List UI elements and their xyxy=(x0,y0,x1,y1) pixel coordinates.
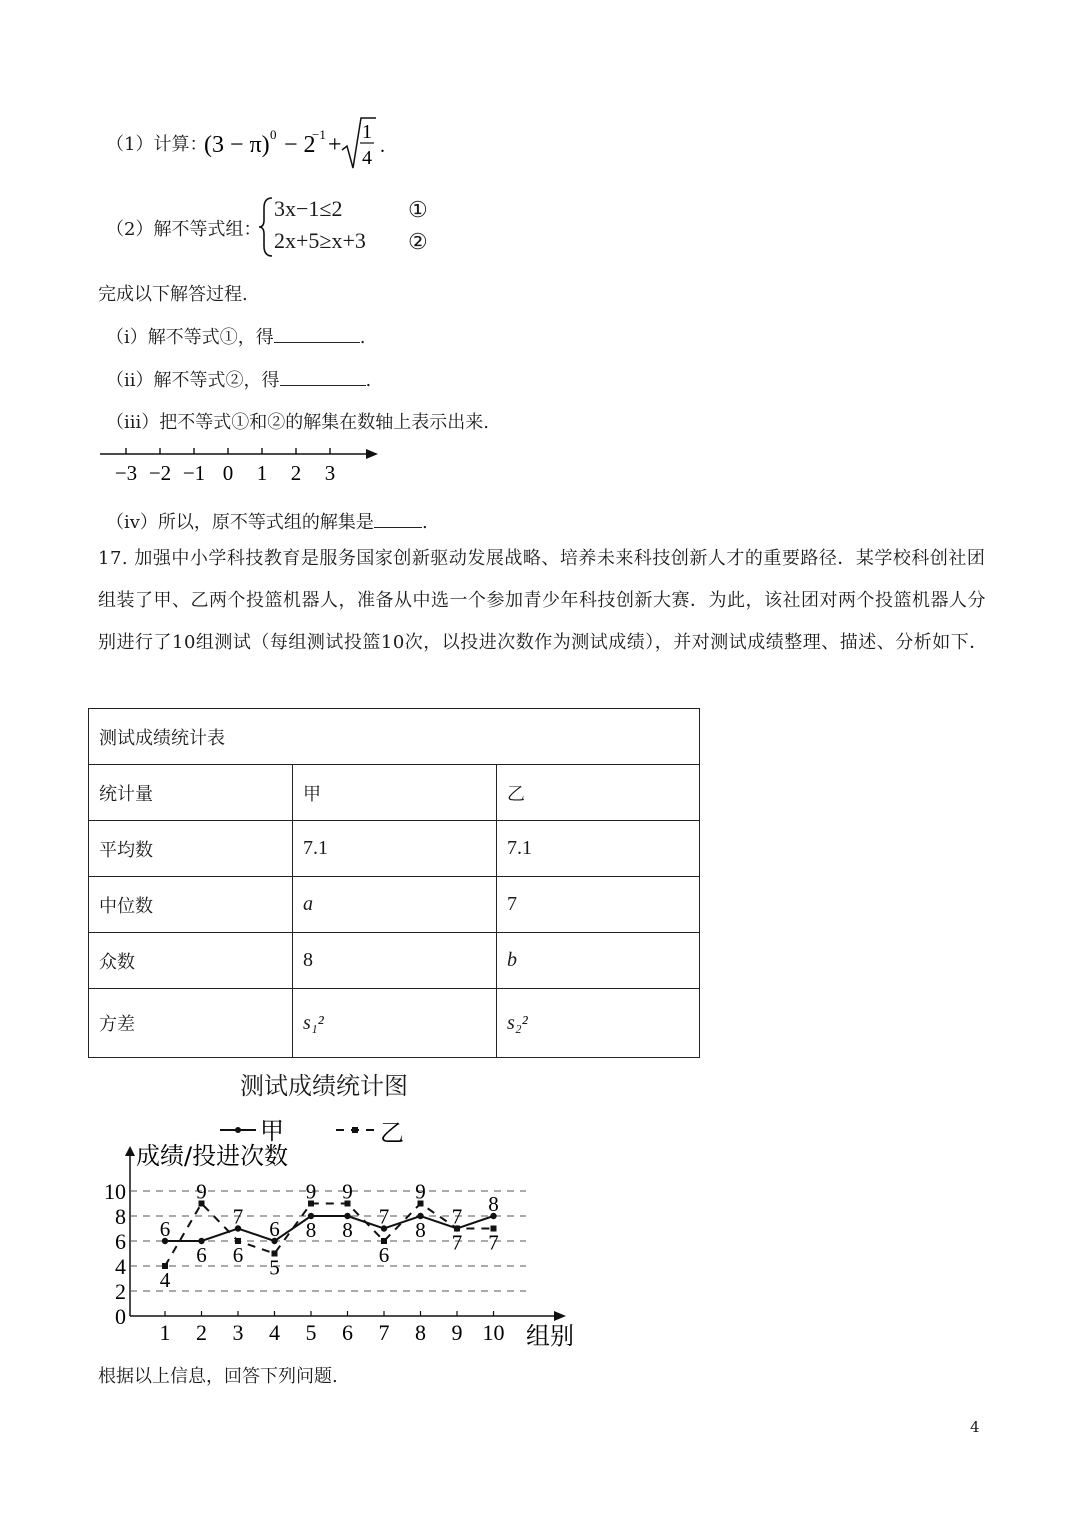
legend-marker-yi xyxy=(352,1127,358,1133)
data-label-yi: 9 xyxy=(196,1179,207,1204)
chart-title: 测试成绩统计图 xyxy=(240,1072,408,1100)
y-tick-label: 4 xyxy=(115,1254,126,1279)
table-cell: b xyxy=(497,933,700,989)
x-axis-arrow xyxy=(554,1311,566,1321)
table-cell: 方差 xyxy=(89,989,293,1058)
y-axis-label: 成绩/投进次数 xyxy=(136,1142,289,1170)
q17-after-text: 根据以上信息，回答下列问题. xyxy=(98,1366,338,1387)
table-cell: a xyxy=(293,877,497,933)
q17-text: 17. 加强中小学科技教育是服务国家创新驱动发展战略、培养未来科技创新人才的重要路径．某学校科创社团组装了甲、乙两个投篮机器人，准备从中选一个参加青少年科技创新大赛．为此，该社团对两个投篮机器人分别进行了10组测试（每组测试投篮10次，以投进次数作为测试成绩），并对测试成绩整理、描述、分析如下． xyxy=(98,548,988,653)
number-line xyxy=(96,440,396,488)
number-line-label: −1 xyxy=(182,461,206,485)
table-cell: 7.1 xyxy=(497,821,700,877)
data-label-jia: 7 xyxy=(378,1204,390,1229)
data-label-jia: 6 xyxy=(269,1217,280,1241)
table-row xyxy=(89,933,700,989)
table-row xyxy=(89,877,700,933)
number-line-label: 2 xyxy=(290,461,302,485)
table-row xyxy=(89,821,700,877)
y-tick-label: 6 xyxy=(115,1229,126,1254)
answer-blank-iv[interactable] xyxy=(374,509,422,528)
step-iv-text: （iv）所以，原不等式组的解集是 xyxy=(106,512,374,533)
data-label-jia: 8 xyxy=(488,1192,499,1216)
data-label-yi: 9 xyxy=(305,1179,317,1204)
table-cell: 中位数 xyxy=(89,877,293,933)
answer-blank-ii[interactable] xyxy=(280,367,366,386)
data-label-yi: 9 xyxy=(415,1179,426,1204)
step-i-text: （i）解不等式①，得 xyxy=(106,327,274,348)
data-label-jia: 8 xyxy=(342,1218,353,1242)
table-title-row xyxy=(89,709,700,765)
complete-instruction: 完成以下解答过程. xyxy=(98,284,248,305)
x-tick-label: 10 xyxy=(482,1320,505,1345)
data-label-yi: 4 xyxy=(159,1268,171,1292)
data-label-jia: 7 xyxy=(232,1204,244,1229)
x-tick-label: 8 xyxy=(415,1320,426,1345)
table-cell: 8 xyxy=(293,933,497,989)
table-cell: 7.1 xyxy=(293,821,497,877)
y-tick-label: 10 xyxy=(104,1179,126,1204)
inequality-2: 2x+5≥x+3 xyxy=(274,228,366,253)
y-tick-label: 2 xyxy=(115,1279,126,1304)
stats-table xyxy=(88,708,700,1058)
number-line-label: −2 xyxy=(148,461,172,485)
data-label-jia: 6 xyxy=(196,1243,207,1267)
circle-1-mark: ① xyxy=(408,198,428,223)
svg-text:.: . xyxy=(380,135,385,157)
svg-text:(3 − π): (3 − π) xyxy=(204,132,270,158)
q16-part2 xyxy=(106,215,261,241)
data-label-yi: 7 xyxy=(451,1230,463,1255)
svg-text:4: 4 xyxy=(362,147,372,169)
data-label-yi: 6 xyxy=(232,1243,244,1267)
series-line-yi xyxy=(165,1204,494,1267)
y-tick-label: 8 xyxy=(115,1204,126,1229)
x-tick-label: 5 xyxy=(305,1320,317,1345)
part1-label: （1）计算： xyxy=(106,134,208,155)
table-header-row xyxy=(89,765,700,821)
answer-blank-i[interactable] xyxy=(274,324,360,343)
y-tick-label: 0 xyxy=(115,1304,126,1329)
circle-2-mark: ② xyxy=(408,230,428,255)
number-line-label: −3 xyxy=(114,461,138,485)
period: . xyxy=(359,327,366,348)
legend-label-yi: 乙 xyxy=(380,1119,404,1147)
line-chart xyxy=(90,1110,610,1360)
x-tick-label: 4 xyxy=(269,1320,280,1345)
number-line-label: 1 xyxy=(256,461,268,485)
data-label-jia: 8 xyxy=(305,1218,317,1242)
x-tick-label: 2 xyxy=(196,1320,207,1345)
header-cell: 甲 xyxy=(293,765,497,821)
y-axis-arrow xyxy=(125,1146,135,1156)
part2-label: （2）解不等式组： xyxy=(106,219,262,240)
step-ii xyxy=(106,366,371,392)
svg-text:1: 1 xyxy=(362,121,372,143)
table-cell: s₁² xyxy=(293,989,497,1058)
legend-marker-jia xyxy=(235,1127,241,1133)
header-cell: 统计量 xyxy=(89,765,293,821)
legend-label-jia: 甲 xyxy=(260,1117,284,1145)
q16-part1 xyxy=(106,130,207,156)
x-axis-label: 组别 xyxy=(526,1322,574,1350)
table-cell: 7 xyxy=(497,877,700,933)
svg-text:−1: −1 xyxy=(312,127,326,142)
data-label-jia: 8 xyxy=(415,1218,426,1242)
table-cell: s₂² xyxy=(497,989,700,1058)
x-tick-label: 1 xyxy=(159,1320,171,1345)
data-label-yi: 7 xyxy=(488,1230,499,1255)
header-cell: 乙 xyxy=(497,765,700,821)
period: . xyxy=(365,370,372,391)
table-title: 测试成绩统计表 xyxy=(89,709,700,765)
step-i xyxy=(106,323,366,349)
data-label-jia: 6 xyxy=(159,1217,171,1241)
step-ii-text: （ii）解不等式②，得 xyxy=(106,370,280,391)
svg-text:− 2: − 2 xyxy=(284,132,316,158)
inequality-1: 3x−1≤2 xyxy=(274,196,343,221)
step-iv xyxy=(106,508,428,534)
data-label-yi: 6 xyxy=(378,1243,390,1267)
period: . xyxy=(421,512,428,533)
part1-expression xyxy=(200,112,400,174)
page-number: 4 xyxy=(970,1418,980,1436)
number-line-label: 3 xyxy=(324,461,336,485)
svg-text:0: 0 xyxy=(270,127,277,142)
x-tick-label: 9 xyxy=(451,1320,463,1345)
x-tick-label: 6 xyxy=(342,1320,353,1345)
svg-text:+: + xyxy=(328,132,342,158)
number-line-label: 0 xyxy=(222,461,234,485)
step-iii: （iii）把不等式①和②的解集在数轴上表示出来. xyxy=(106,412,489,433)
data-label-jia: 7 xyxy=(451,1204,463,1229)
data-label-yi: 5 xyxy=(269,1255,280,1280)
table-cell: 众数 xyxy=(89,933,293,989)
data-label-yi: 9 xyxy=(342,1179,353,1204)
table-row xyxy=(89,989,700,1058)
table-cell: 平均数 xyxy=(89,821,293,877)
x-tick-label: 3 xyxy=(232,1320,244,1345)
x-tick-label: 7 xyxy=(378,1320,390,1345)
brace-icon xyxy=(258,196,274,258)
